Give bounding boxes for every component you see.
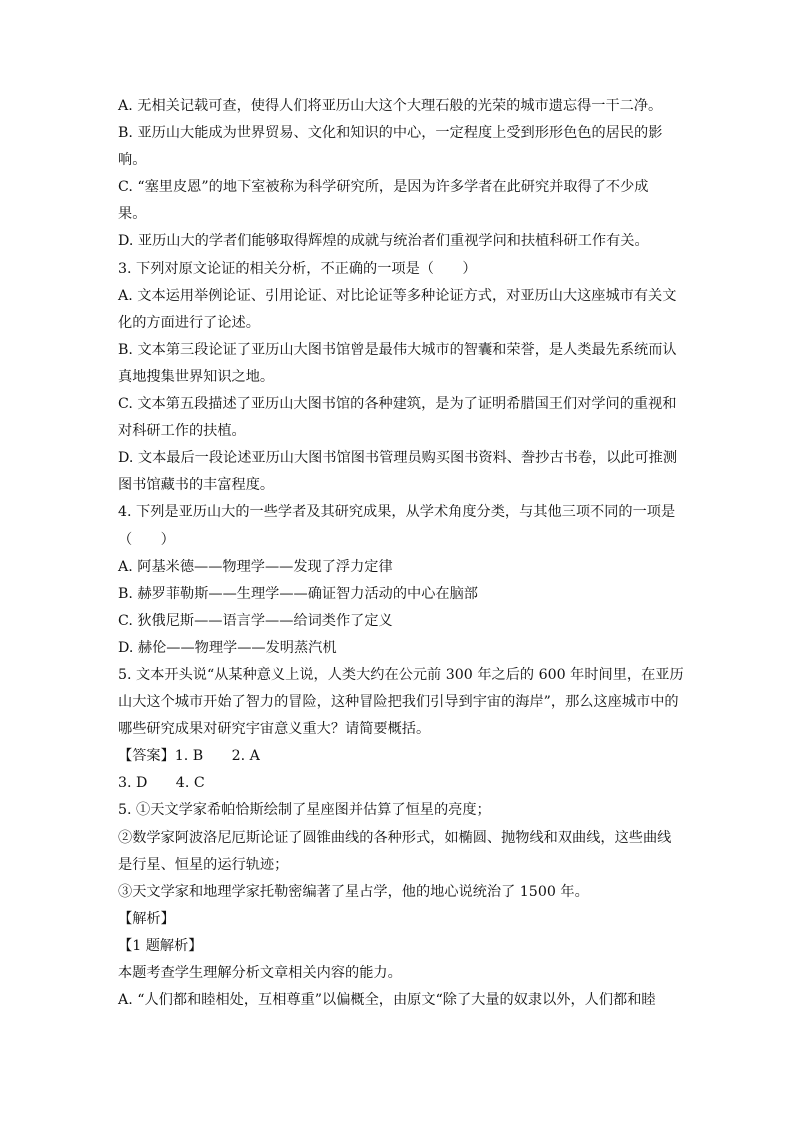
text-line: 3. D 4. C [118,775,205,792]
answer-heading: 【答案】1. B 2. A [118,748,260,765]
text-line: 是行星、恒星的运行轨迹； [118,856,289,873]
text-line: 果。 [118,206,147,223]
text-line: 对科研工作的扶植。 [118,423,246,440]
question-3-stem: 3. 下列对原文论证的相关分析，不正确的一项是（ ） [118,260,477,277]
text-line: 响。 [118,152,147,169]
analysis-heading: 【解析】 [118,910,175,927]
text-line: 本题考查学生理解分析文章相关内容的能力。 [118,965,402,981]
text-line: C. “塞里皮恩”的地下室被称为科学研究所，是因为许多学者在此研究并取得了不少成 [118,179,649,196]
text-line: 哪些研究成果对研究宇宙意义重大？请简要概括。 [118,721,431,738]
text-line: B. 亚历山大能成为世界贸易、文化和知识的中心，一定程度上受到形形色色的居民的影 [118,125,663,142]
text-line: A. 阿基米德——物理学——发现了浮力定律 [118,558,393,575]
text-line: A. 文本运用举例论证、引用论证、对比论证等多种论证方式，对亚历山大这座城市有关文 [118,287,677,304]
text-line: A. 无相关记载可查，使得人们将亚历山大这个大理石般的光荣的城市遗忘得一干二净。 [118,98,663,114]
text-line: ②数学家阿波洛尼厄斯论证了圆锥曲线的各种形式，如椭圆、抛物线和双曲线，这些曲线 [118,829,672,846]
text-line: 5. ①天文学家希帕恰斯绘制了星座图并估算了恒星的亮度； [118,802,491,819]
document-body [118,93,684,1014]
question-5-stem: 5. 文本开头说“从某种意义上说，人类大约在公元前 300 年之后的 600 年时间里，在亚历 [118,666,684,683]
question-1-analysis-heading: 【1 题解析】 [118,937,203,954]
text-line: 图书馆藏书的丰富程度。 [118,477,275,494]
question-4-stem: 4. 下列是亚历山大的一些学者及其研究成果，从学术角度分类，与其他三项不同的一项是 [118,504,676,521]
text-line: D. 赫伦——物理学——发明蒸汽机 [118,639,337,656]
text-line: C. 文本第五段描述了亚历山大图书馆的各种建筑，是为了证明希腊国王们对学问的重视和 [118,396,677,413]
text-line: 山大这个城市开始了智力的冒险，这种冒险把我们引导到宇宙的海岸”，那么这座城市中的 [118,694,679,711]
text-line: A. “人们都和睦相处，互相尊重”以偏概全，由原文“除了大量的奴隶以外，人们都和睦 [118,992,656,1009]
text-line: D. 文本最后一段论述亚历山大图书馆图书管理员购买图书资料、誊抄古书卷，以此可推测 [118,450,678,467]
text-line: 真地搜集世界知识之地。 [118,368,275,385]
text-line: D. 亚历山大的学者们能够取得辉煌的成就与统治者们重视学问和扶植科研工作有关。 [118,233,649,250]
text-line: 化的方面进行了论述。 [118,314,260,331]
text-line: C. 狄俄尼斯——语言学——给词类作了定义 [118,612,393,629]
text-line: B. 赫罗菲勒斯——生理学——确证智力活动的中心在脑部 [118,585,478,602]
text-line: ③天文学家和地理学家托勒密编著了星占学，他的地心说统治了 1500 年。 [118,883,589,900]
text-line: （ ） [118,531,175,548]
text-line: B. 文本第三段论证了亚历山大图书馆曾是最伟大城市的智囊和荣誉，是人类最先系统而认 [118,341,677,358]
